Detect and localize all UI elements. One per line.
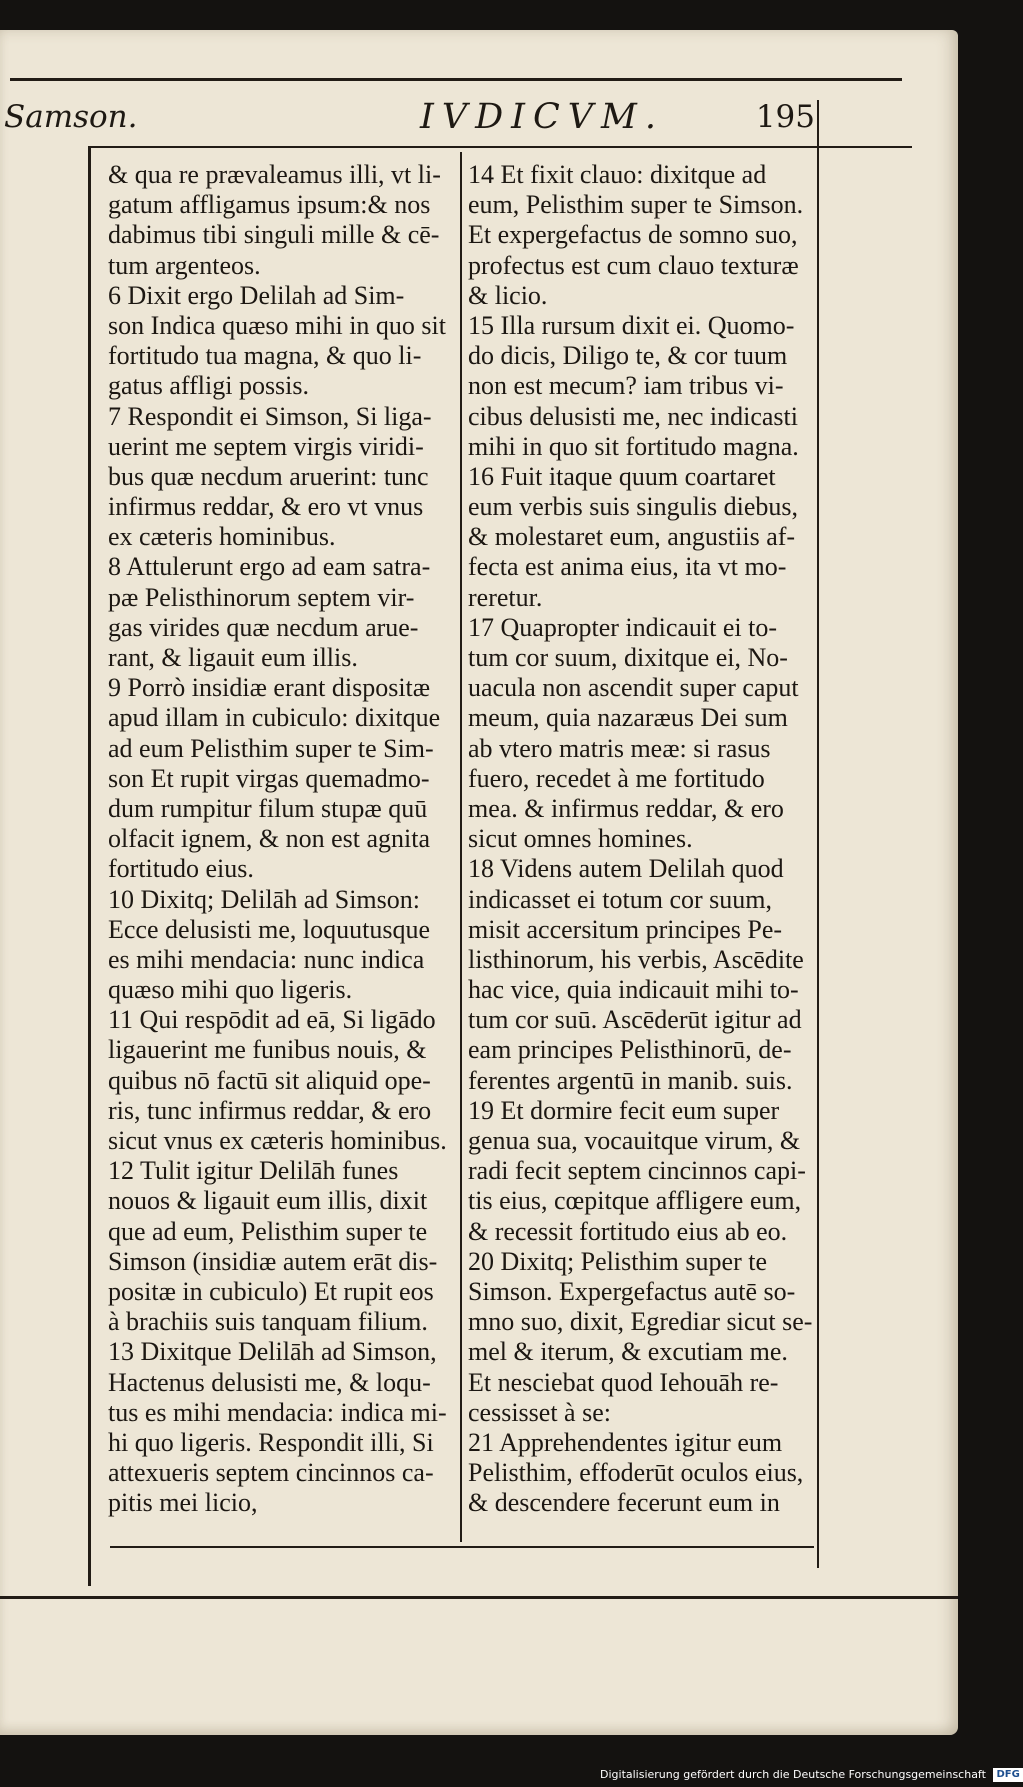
text-line: reretur. xyxy=(468,582,543,612)
text-line: tum argenteos. xyxy=(108,250,261,280)
text-line: do dicis, Diligo te, & cor tuum xyxy=(468,341,788,371)
text-line: 7 Respondit ei Simson, Si liga- xyxy=(108,401,432,431)
text-line: & licio. xyxy=(468,280,548,310)
text-line: dabimus tibi singuli mille & cē- xyxy=(108,220,440,250)
text-line: fuero, recedet à me fortitudo xyxy=(468,763,765,793)
text-line: tum cor suū. Ascēderūt igitur ad xyxy=(468,1005,802,1035)
text-line: ad eum Pelisthim super te Sim- xyxy=(108,733,434,763)
text-line: Simson (insidiæ autem erāt dis- xyxy=(108,1246,438,1276)
text-line: infirmus reddar, & ero vt vnus xyxy=(108,492,424,522)
text-line: 21 Apprehendentes igitur eum xyxy=(468,1427,783,1457)
right-frame-line xyxy=(817,100,819,1568)
text-line: es mihi mendacia: nunc indica xyxy=(108,944,425,974)
text-line: fortitudo tua magna, & quo li- xyxy=(108,341,422,371)
text-line: quæso mihi quo ligeris. xyxy=(108,975,353,1005)
text-line: 20 Dixitq; Pelisthim super te xyxy=(468,1246,767,1276)
right-text-column xyxy=(468,160,813,1518)
text-line: 10 Dixitq; Delilāh ad Simson: xyxy=(108,884,420,914)
text-line: Ecce delusisti me, loquutusque xyxy=(108,914,431,944)
text-line: hac vice, quia indicauit mihi to- xyxy=(468,975,799,1005)
text-line: à brachiis suis tanquam filium. xyxy=(108,1307,428,1337)
text-line: fortitudo eius. xyxy=(108,854,254,884)
text-line: gas virides quæ necdum arue- xyxy=(108,612,419,642)
text-line: uerint me septem virgis viridi- xyxy=(108,431,424,461)
text-line: 19 Et dormire fecit eum super xyxy=(468,1095,780,1125)
text-line: genua sua, vocauitque virum, & xyxy=(468,1126,801,1155)
text-line: uacula non ascendit super caput xyxy=(468,673,799,703)
footer-credit-text: Digitalisierung gefördert durch die Deutsche Forschungsgemeinschaft xyxy=(600,1768,986,1781)
text-line: Pelisthim, effoderūt oculos eius, xyxy=(468,1458,804,1488)
footer-credit xyxy=(600,1765,1020,1785)
dfg-logo: DFG xyxy=(993,1768,1022,1782)
text-line: apud illam in cubiculo: dixitque xyxy=(108,703,441,733)
text-line: 13 Dixitque Delilāh ad Simson, xyxy=(108,1337,437,1367)
text-line: son Indica quæso mihi in quo sit xyxy=(108,310,446,340)
top-rule xyxy=(10,78,902,81)
text-line: Et expergefactus de somno suo, xyxy=(468,220,798,250)
text-line: attexueris septem cincinnos ca- xyxy=(108,1458,434,1488)
text-line: que ad eum, Pelisthim super te xyxy=(108,1216,428,1246)
text-line: cibus delusisti me, nec indicasti xyxy=(468,401,798,431)
text-line: sicut omnes homines. xyxy=(468,824,693,854)
text-line: positæ in cubiculo) Et rupit eos xyxy=(108,1276,434,1306)
text-line: 16 Fuit itaque quum coartaret xyxy=(468,461,776,491)
text-line: bus quæ necdum aruerint: tunc xyxy=(108,461,429,491)
left-frame-line xyxy=(88,146,91,1586)
text-line: eam principes Pelisthinorū, de- xyxy=(468,1035,792,1065)
text-line: gatus affligi possis. xyxy=(108,371,310,401)
text-line: indicasset ei totum cor suum, xyxy=(468,884,773,914)
text-line: cessisset à se: xyxy=(468,1397,611,1427)
text-line: sicut vnus ex cæteris hominibus. xyxy=(108,1126,447,1155)
text-line: tum cor suum, dixitque ei, No- xyxy=(468,643,788,672)
text-line: Hactenus delusisti me, & loqu- xyxy=(108,1367,431,1397)
text-line: ab vtero matris meæ: si rasus xyxy=(468,733,771,763)
text-line: pitis mei licio, xyxy=(108,1488,258,1518)
text-line: 17 Quapropter indicauit ei to- xyxy=(468,612,778,642)
text-line: tis eius, cœpitque affligere eum, xyxy=(468,1186,802,1216)
text-line: ex cæteris hominibus. xyxy=(108,522,336,552)
text-line: son Et rupit virgas quemadmo- xyxy=(108,763,430,793)
text-line: & descendere fecerunt eum in xyxy=(468,1488,780,1518)
text-line: 9 Porrò insidiæ erant dispositæ xyxy=(108,673,431,703)
text-line: 11 Qui respōdit ad eā, Si ligādo xyxy=(108,1005,436,1035)
text-line: dum rumpitur filum stupæ quū xyxy=(108,793,428,823)
text-line: ris, tunc infirmus reddar, & ero xyxy=(108,1095,432,1125)
page-number: 195 xyxy=(755,99,815,135)
text-line: ferentes argentū in manib. suis. xyxy=(468,1065,793,1095)
text-line: non est mecum? iam tribus vi- xyxy=(468,371,784,401)
text-line: 12 Tulit igitur Delilāh funes xyxy=(108,1156,399,1186)
left-text-column xyxy=(108,160,454,1518)
text-line: fecta est anima eius, ita vt mo- xyxy=(468,552,787,582)
text-line: listhinorum, his verbis, Ascēdite xyxy=(468,944,804,974)
text-line: gatum affligamus ipsum:& nos xyxy=(108,190,431,220)
column-divider xyxy=(460,152,462,1542)
text-bottom-rule xyxy=(110,1546,814,1548)
text-line: meum, quia nazaræus Dei sum xyxy=(468,703,788,733)
text-line: 14 Et fixit clauo: dixitque ad xyxy=(468,160,767,189)
text-line: profectus est cum clauo texturæ xyxy=(468,250,799,280)
bottom-rule xyxy=(0,1596,958,1599)
text-line: eum, Pelisthim super te Simson. xyxy=(468,190,804,220)
text-line: mihi in quo sit fortitudo magna. xyxy=(468,431,799,461)
text-line: pæ Pelisthinorum septem vir- xyxy=(108,582,415,612)
text-line: radi fecit septem cincinnos capi- xyxy=(468,1156,806,1186)
text-line: mno suo, dixit, Egrediar sicut se- xyxy=(468,1307,813,1337)
text-line: mel & iterum, & excutiam me. xyxy=(468,1337,788,1367)
running-title-center: IVDICVM. xyxy=(420,97,665,137)
text-line: ligauerint me funibus nouis, & xyxy=(108,1035,427,1065)
text-line: & recessit fortitudo eius ab eo. xyxy=(468,1216,788,1246)
text-line: olfacit ignem, & non est agnita xyxy=(108,824,431,854)
text-line: 6 Dixit ergo Delilah ad Sim- xyxy=(108,280,405,310)
text-line: nouos & ligauit eum illis, dixit xyxy=(108,1186,428,1216)
text-line: & molestaret eum, angustiis af- xyxy=(468,522,796,552)
text-line: & qua re prævaleamus illi, vt li- xyxy=(108,160,441,189)
text-line: hi quo ligeris. Respondit illi, Si xyxy=(108,1427,434,1457)
text-line: Simson. Expergefactus autē so- xyxy=(468,1276,796,1306)
text-line: mea. & infirmus reddar, & ero xyxy=(468,793,784,823)
header-underline xyxy=(90,146,912,148)
text-line: quibus nō factū sit aliquid ope- xyxy=(108,1065,431,1095)
text-line: 18 Videns autem Delilah quod xyxy=(468,854,784,884)
text-line: misit accersitum principes Pe- xyxy=(468,914,783,944)
running-title-left: Samson. xyxy=(4,99,138,135)
text-line: Et nesciebat quod Iehouāh re- xyxy=(468,1367,779,1397)
text-line: 15 Illa rursum dixit ei. Quomo- xyxy=(468,310,795,340)
text-line: tus es mihi mendacia: indica mi- xyxy=(108,1397,447,1427)
text-line: rant, & ligauit eum illis. xyxy=(108,643,358,672)
text-line: eum verbis suis singulis diebus, xyxy=(468,492,799,522)
text-line: 8 Attulerunt ergo ad eam satra- xyxy=(108,552,431,582)
